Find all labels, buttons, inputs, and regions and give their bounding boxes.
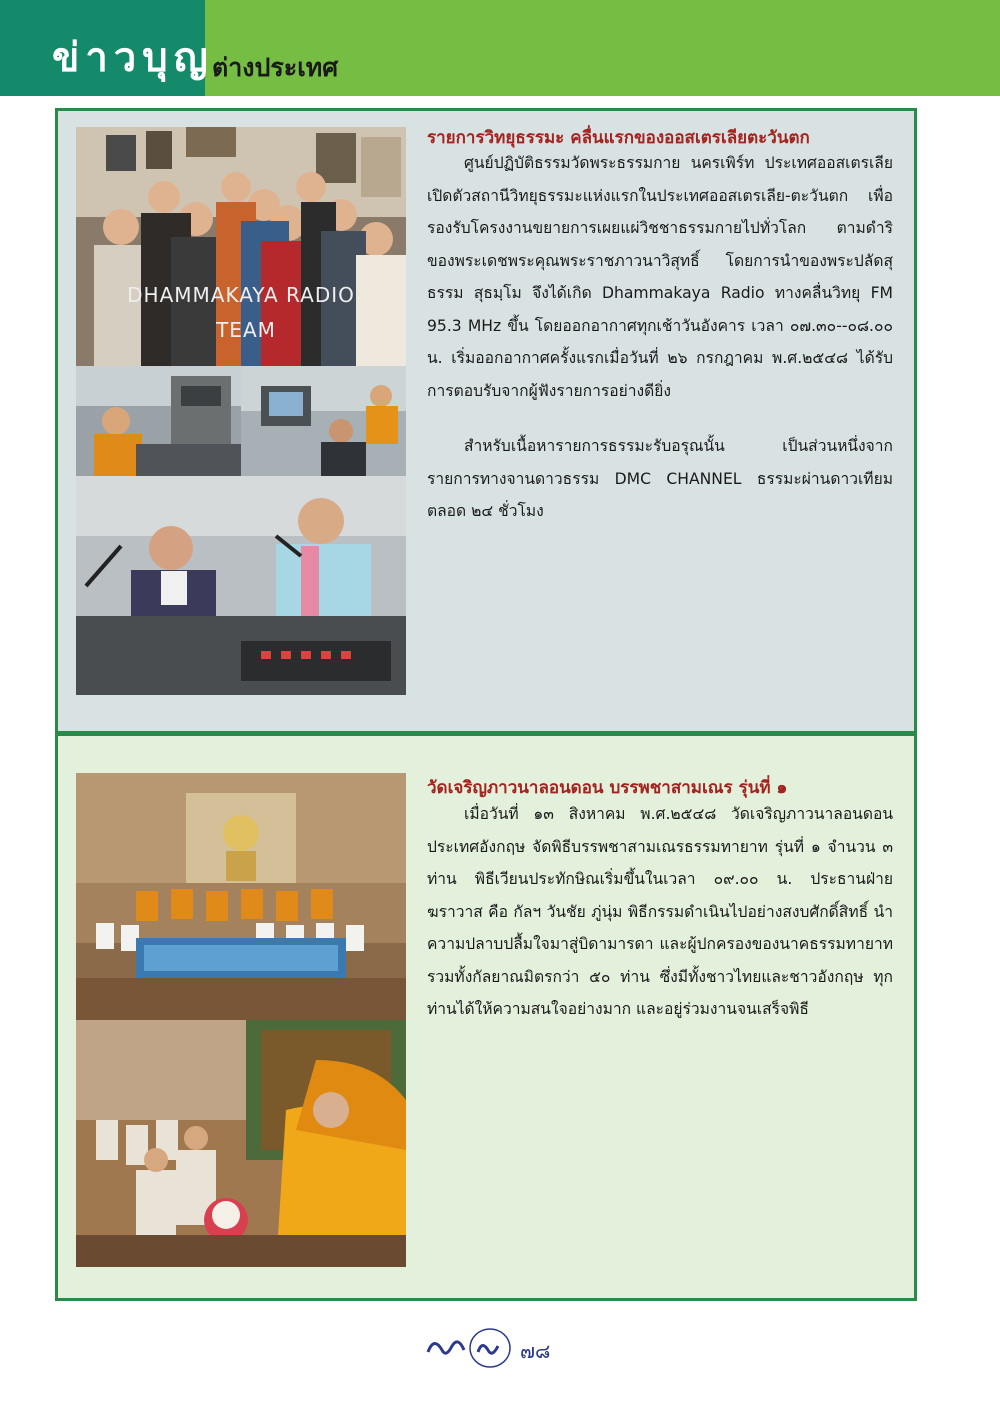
- temple-hall-photo: [76, 773, 406, 1020]
- section-subtitle: ต่างประเทศ: [212, 53, 339, 82]
- photo-caption-line1: DHAMMAKAYA RADIO: [127, 283, 355, 307]
- article1-paragraph2: สำหรับเนื้อหารายการธรรมะรับอรุณนั้น เป็นส่วนหนึ่งจากรายการทางจานดาวธรรม DMC CHANNEL ธรรมะผ่านดาวเทียมตลอด ๒๔ ชั่วโมง: [427, 437, 893, 520]
- logo-text: อยู่ในบุญ: [420, 1322, 424, 1323]
- article2-paragraph1: เมื่อวันที่ ๑๓ สิงหาคม พ.ศ.๒๕๔๘ วัดเจริญภาวนาลอนดอน ประเทศอังกฤษ จัดพิธีบรรพชาสามเณรธรรมทายาท รุ่นที่ ๑ จำนวน ๓ ท่าน พิธีเวียนประทักษิณเริ่มขึ้นในเวลา ๐๙.๐๐ น. ประธานฝ่ายฆราวาส คือ กัลฯ วันชัย ภู่นุ่ม พิธีกรรมดำเนินไปอย่างสงบศักดิ์สิทธิ์ นำความปลาบปลื้มใจมาสู่บิดามารดา และผู้ปกครองของนาคธรรมทายาท รวมทั้งกัลยาณมิตรกว่า ๕๐ ท่าน ซึ่งมีทั้งชาวไทยและชาวอังกฤษ ทุกท่านได้ให้ความสนใจอย่างมาก และอยู่ร่วมงานจนเสร็จพิธี: [427, 805, 893, 1018]
- studio-photo-left: [76, 366, 241, 476]
- microphone-studio-photo: [76, 476, 406, 695]
- article1-title: รายการวิทยุธรรมะ คลื่นแรกของออสเตรเลียตะวันตก: [427, 128, 810, 148]
- photo-caption-line2: TEAM: [216, 318, 276, 342]
- page-number: ๗๘: [520, 1339, 551, 1363]
- article2-title: วัดเจริญภาวนาลอนดอน บรรพชาสามเณร รุ่นที่ ๑: [427, 778, 788, 798]
- ordination-ceremony-photo: [76, 1020, 406, 1267]
- section-title: ข่าวบุญ: [52, 34, 214, 81]
- article1-paragraph1: ศูนย์ปฏิบัติธรรมวัดพระธรรมกาย นครเพิร์ท ประเทศออสเตรเลีย เปิดตัวสถานีวิทยุธรรมะแห่งแรกในประเทศออสเตรเลีย-ตะวันตก เพื่อรองรับโครงงานขยายการเผยแผ่วิชชาธรรมกายไปทั่วโลก ตามดำริของพระเดชพระคุณพระราชภาวนาวิสุทธิ์ โดยการนำของพระปลัดสุธรรม สุธมฺโม จึงได้เกิด Dhammakaya Radio ทางคลื่นวิทยุ FM 95.3 MHz ขึ้น โดยออกอากาศทุกเช้าวันอังคาร เวลา ๐๗.๓๐--๐๘.๐๐ น. เริ่มออกอากาศครั้งแรกเมื่อวันที่ ๒๖ กรกฎาคม พ.ศ.๒๕๔๘ ได้รับการตอบรับจากผู้ฟังรายการอย่างดียิ่ง: [427, 154, 893, 400]
- studio-photo-right: [241, 366, 406, 476]
- team-photo: [76, 127, 406, 366]
